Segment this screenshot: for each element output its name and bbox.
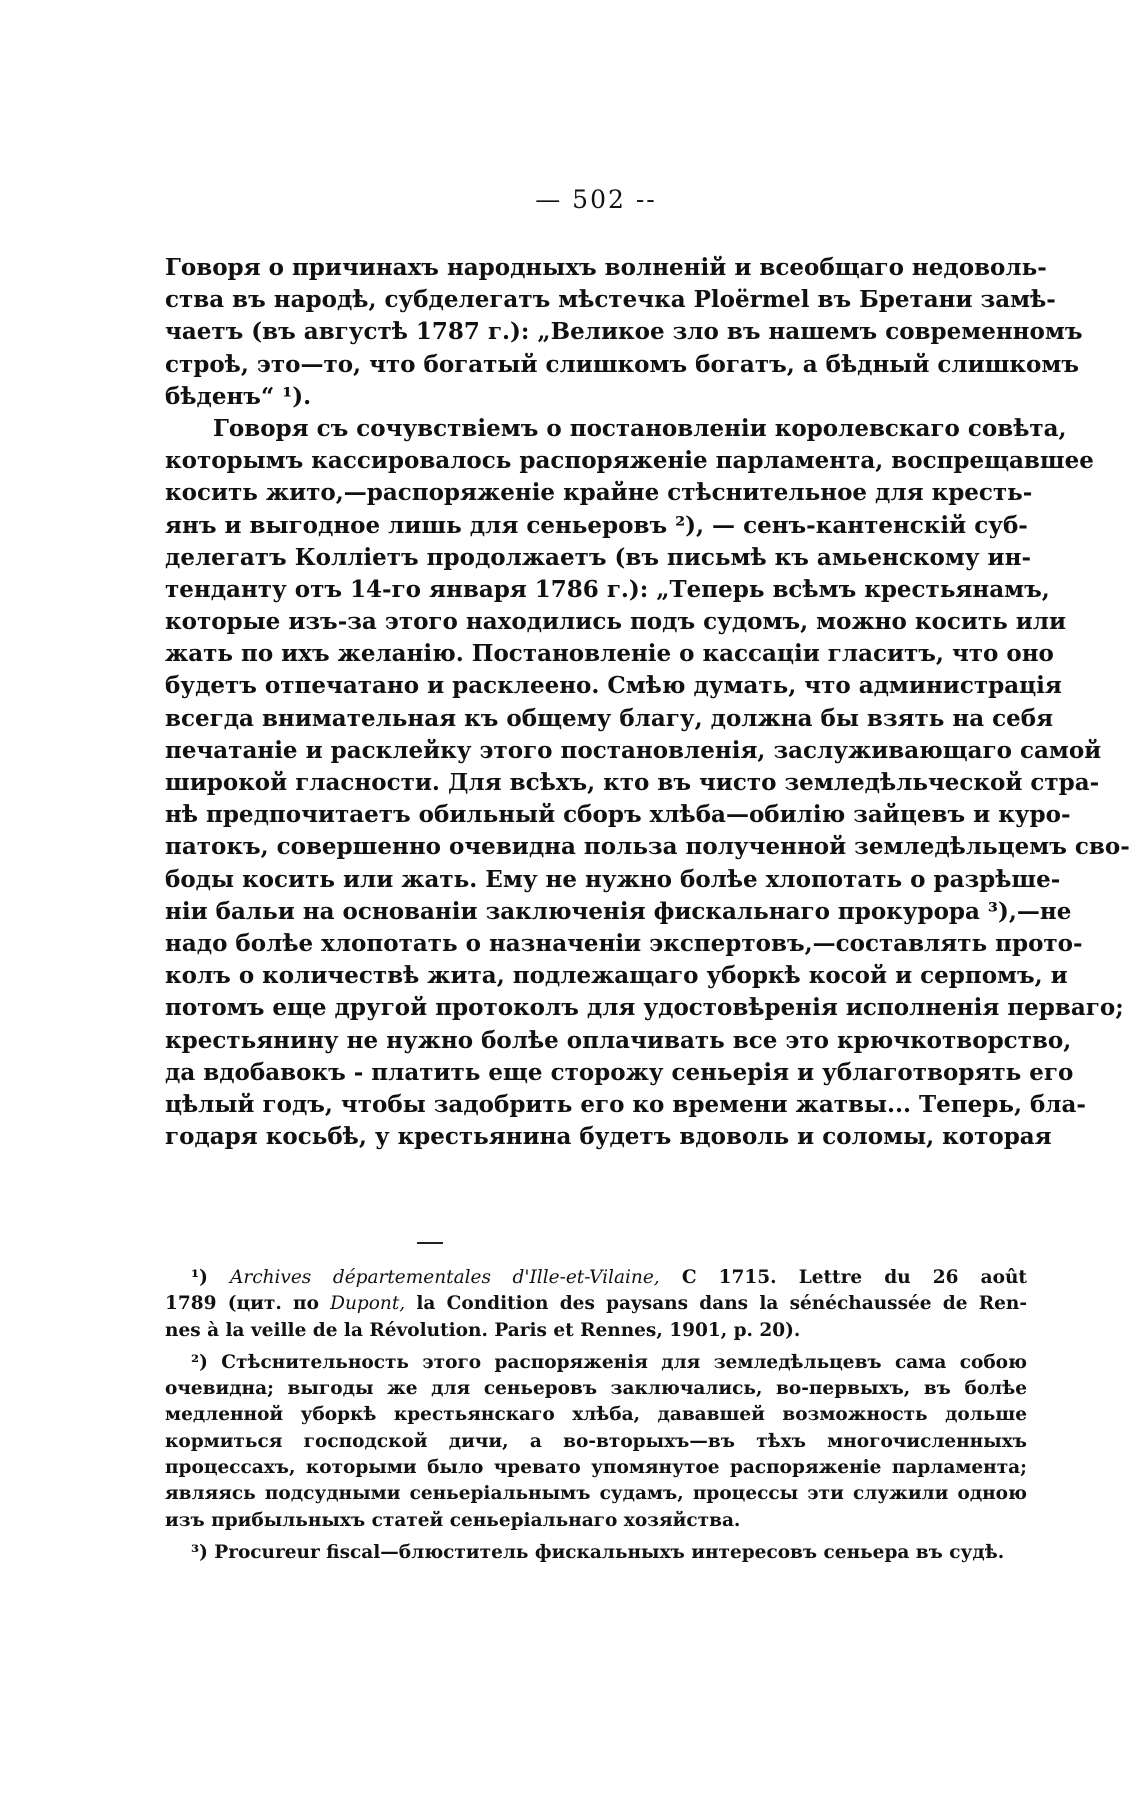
text-line: будетъ отпечатано и расклеено. Смѣю думать, что администрація <box>165 672 1062 700</box>
footnote-author: Dupont, <box>330 1293 406 1315</box>
footnote-2-line: являясь подсудными сеньеріальнымъ судамъ, процессы эти служили одною <box>165 1483 1027 1505</box>
footnotes <box>165 1265 1027 1566</box>
text-line: ніи бальи на основаніи заключенія фискальнаго прокурора ³),—не <box>165 897 1072 925</box>
footnote-text: 1789 (цит. по <box>165 1293 319 1315</box>
text-line: бѣденъ“ ¹). <box>165 382 312 410</box>
text-line: тенданту отъ 14-го января 1786 г.): „Теперь всѣмъ крестьянамъ, <box>165 575 1050 603</box>
text-line: делегатъ Колліетъ продолжаетъ (въ письмѣ къ амьенскому ин- <box>165 543 1031 571</box>
text-line: которые изъ-за этого находились подъ судомъ, можно косить или <box>165 608 1067 636</box>
text-line: ства въ народѣ, субделегатъ мѣстечка Ploërmel въ Бретани замѣ- <box>165 286 1056 314</box>
text-line: патокъ, совершенно очевидна польза полученной земледѣльцемъ сво- <box>165 833 1130 861</box>
text-line: Говоря съ сочувствіемъ о постановленіи королевскаго совѣта, <box>213 414 1067 442</box>
footnote-2-line: изъ прибыльныхъ статей сеньеріальнаго хозяйства. <box>165 1509 741 1531</box>
text-line: чаетъ (въ августѣ 1787 г.): „Великое зло въ нашемъ современномъ <box>165 318 1083 346</box>
footnote-source-title: Archives départementales d'Ille-et-Vilaine, <box>230 1267 660 1288</box>
footnote-text: la Condition des paysans dans la sénéchaussée de Ren- <box>416 1293 1027 1315</box>
footnote-1-line <box>165 1265 1027 1291</box>
footnote-2-line: медленной уборкѣ крестьянскаго хлѣба, дававшей возможность дольше <box>165 1404 1027 1426</box>
text-line: годаря косьбѣ, у крестьянина будетъ вдоволь и соломы, которая <box>165 1123 1052 1151</box>
footnote-3-line: ³) Procureur fiscal—блюститель фискальныхъ интересовъ сеньера въ судѣ. <box>191 1541 1005 1563</box>
footnote-1-line: nes à la veille de la Révolution. Paris et Rennes, 1901, p. 20). <box>165 1319 801 1341</box>
text-line: всегда внимательная къ общему благу, должна бы взять на себя <box>165 704 1054 732</box>
footnote-2-line: процессахъ, которыми было чревато упомянутое распоряженіе парламента; <box>165 1457 1027 1479</box>
footnote-separator <box>417 1242 443 1244</box>
text-line: строѣ, это—то, что богатый слишкомъ богатъ, а бѣдный слишкомъ <box>165 350 1080 378</box>
footnote-text: C 1715. Lettre du 26 août <box>681 1267 1027 1288</box>
footnote-2-line: кормиться господской дичи, а во-вторыхъ—въ тѣхъ многочисленныхъ <box>165 1430 1027 1452</box>
text-line: янъ и выгодное лишь для сеньеровъ ²), — сенъ-кантенскій суб- <box>165 511 1028 539</box>
main-text <box>165 252 1130 1153</box>
text-line: Говоря о причинахъ народныхъ волненій и всеобщаго недоволь- <box>165 254 1047 281</box>
text-line: косить жито,—распоряженіе крайне стѣснительное для кресть- <box>165 479 1033 507</box>
text-line: цѣлый годъ, чтобы задобрить его ко времени жатвы... Теперь, бла- <box>165 1090 1086 1118</box>
text-line: жать по ихъ желанію. Постановленіе о кассаціи гласитъ, что оно <box>165 640 1054 668</box>
text-line: боды косить или жать. Ему не нужно болѣе хлопотать о разрѣше- <box>165 865 1061 893</box>
page-number: — 502 -- <box>535 185 657 214</box>
text-line: крестьянину не нужно болѣе оплачивать все это крючкотворство, <box>165 1026 1072 1054</box>
footnote-marker: ¹) <box>191 1267 208 1288</box>
text-line: надо болѣе хлопотать о назначеніи экспертовъ,—составлять прото- <box>165 929 1083 957</box>
text-line: печатаніе и расклейку этого постановленія, заслуживающаго самой <box>165 736 1102 764</box>
text-line: колъ о количествѣ жита, подлежащаго уборкѣ косой и серпомъ, и <box>165 962 1068 990</box>
text-line: которымъ кассировалось распоряженіе парламента, воспрещавшее <box>165 447 1094 475</box>
book-page <box>165 0 1130 1812</box>
text-line: широкой гласности. Для всѣхъ, кто въ чисто земледѣльческой стра- <box>165 769 1100 796</box>
footnote-2-line: очевидна; выгоды же для сеньеровъ заключались, во-первыхъ, въ болѣе <box>165 1378 1027 1400</box>
text-line: потомъ еще другой протоколъ для удостовѣренія исполненія перваго; <box>165 994 1124 1022</box>
text-line: да вдобавокъ - платить еще сторожу сеньерія и ублаготворять его <box>165 1058 1074 1086</box>
footnote-1-line <box>165 1291 1027 1317</box>
text-line: нѣ предпочитаетъ обильный сборъ хлѣба—обилію зайцевъ и куро- <box>165 801 1071 829</box>
footnote-2-line: ²) Стѣснительность этого распоряженія для земледѣльцевъ сама собою <box>191 1351 1027 1373</box>
